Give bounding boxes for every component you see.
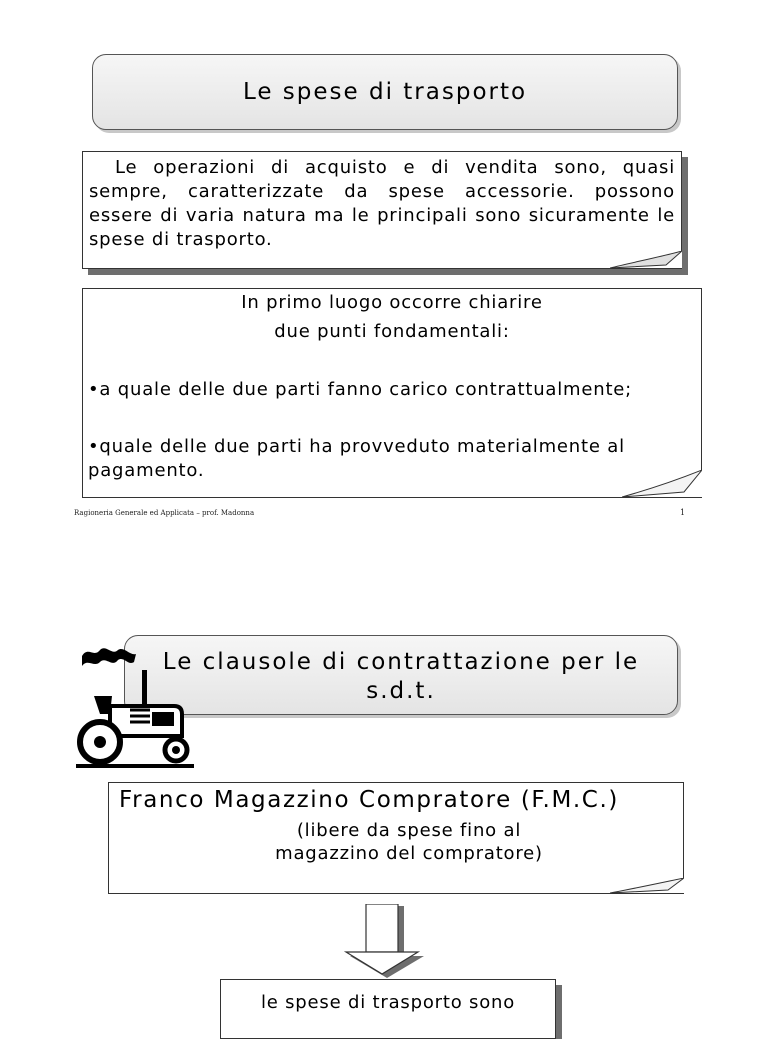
footer-left: Ragioneria Generale ed Applicata – prof. Madonna [74,509,255,517]
slide2-title [124,635,678,715]
page-curl-icon [610,251,682,269]
fmc-title: Franco Magazzino Compratore (F.M.C.) [119,787,619,813]
page-curl-icon [610,878,684,894]
points-heading-line2: due punti fondamentali: [274,321,510,342]
down-arrow-icon [342,904,428,978]
fmc-box [108,782,684,894]
slide1-title-text: Le spese di trasporto [242,79,528,105]
fmc-subtitle: (libere da spese fino al magazzino del compratore) [275,820,543,864]
result-text: le spese di trasporto sono [260,992,516,1013]
points-heading-line1: In primo luogo occorre chiarire [241,292,543,313]
intro-paragraph: Le operazioni di acquisto e di vendita sono, quasi sempre, caratterizzate da spese accessorie. possono essere di varia natura ma le principali sono sicuramente le spese di trasporto. [89,157,675,250]
point-1: •a quale delle due parti fanno carico contrattualmente; [88,379,633,400]
slide2-title-text: Le clausole di contrattazione per le s.d.t. [162,649,640,704]
page-curl-icon [622,470,702,498]
points-box [82,288,702,498]
intro-text-box [82,151,682,269]
result-box [220,979,556,1039]
page-number: 1 [680,508,686,517]
slide1-title [92,54,678,130]
tractor-icon [74,644,196,770]
point-2: •quale delle due parti ha provveduto materialmente al pagamento. [88,436,625,481]
